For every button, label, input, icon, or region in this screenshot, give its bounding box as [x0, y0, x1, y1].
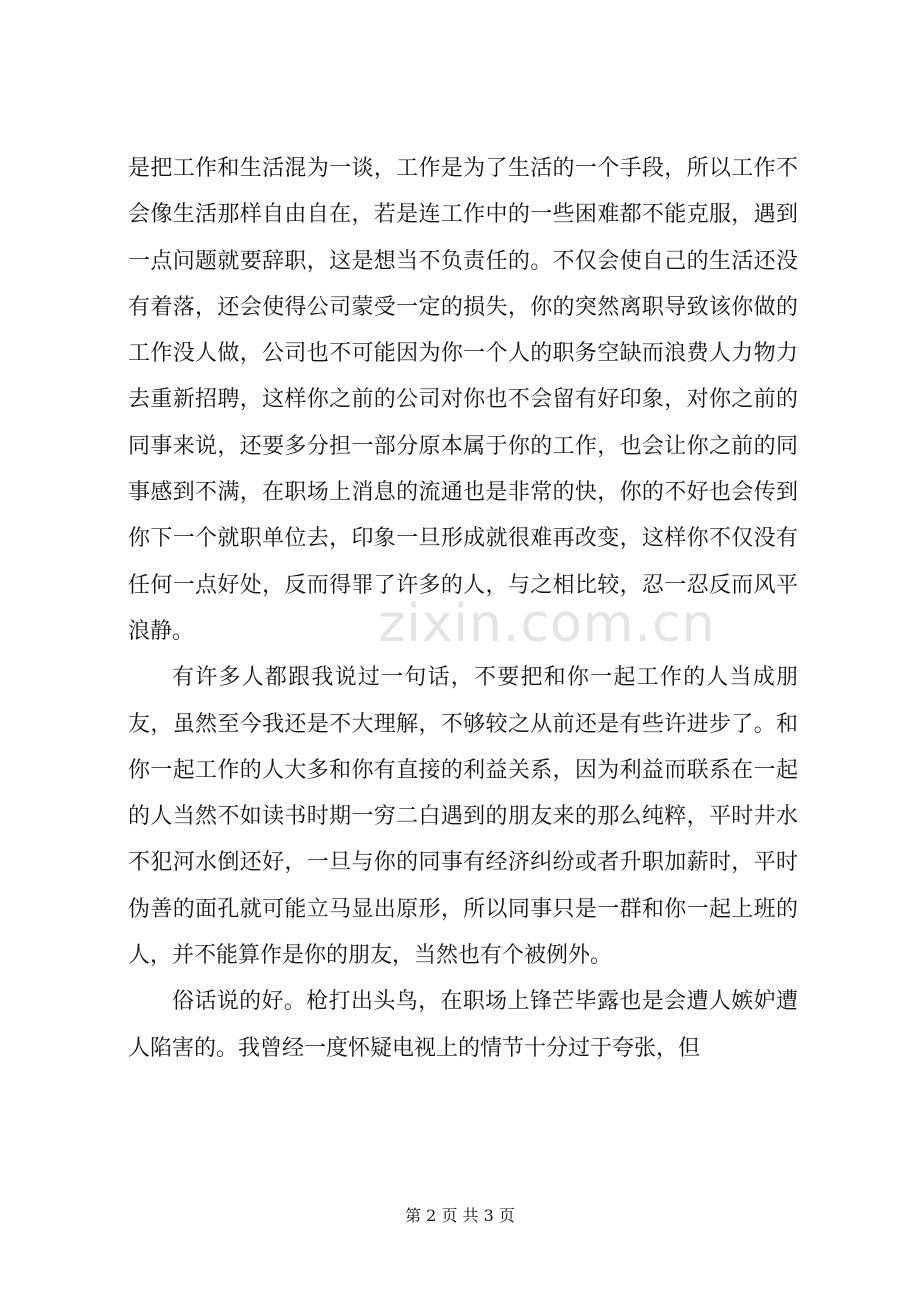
page-number-footer: 第 2 页 共 3 页: [405, 1206, 515, 1225]
document-body: [128, 146, 798, 1072]
paragraph: 俗话说的好。枪打出头鸟，在职场上锋芒毕露也是会遭人嫉妒遭人陷害的。我曾经一度怀疑电视上的情节十分过于夸张，但: [128, 989, 798, 1061]
paragraph-continued: 是把工作和生活混为一谈，工作是为了生活的一个手段，所以工作不会像生活那样自由自在，若是连工作中的一些困难都不能克服，遇到一点问题就要辞职，这是想当不负责任的。不仅会使自己的生活还没有着落，还会使得公司蒙受一定的损失，你的突然离职导致该你做的工作没人做，公司也不可能因为你一个人的职务空缺而浪费人力物力去重新招聘，这样你之前的公司对你也不会留有好印象，对你之前的同事来说，还要多分担一部分原本属于你的工作，也会让你之前的同事感到不满，在职场上消息的流通也是非常的快，你的不好也会传到你下一个就职单位去，印象一旦形成就很难再改变，这样你不仅没有任何一点好处，反而得罪了许多的人，与之相比较，忍一忍反而风平浪静。: [128, 156, 798, 644]
watermark: zixin.com.cn: [378, 594, 716, 654]
paragraph: 有许多人都跟我说过一句话，不要把和你一起工作的人当成朋友，虽然至今我还是不大理解，不够较之从前还是有些许进步了。和你一起工作的人大多和你有直接的利益关系，因为利益而联系在一起的人当然不如读书时期一穷二白遇到的朋友来的那么纯粹，平时井水不犯河水倒还好，一旦与你的同事有经济纠纷或者升职加薪时，平时伪善的面孔就可能立马显出原形，所以同事只是一群和你一起上班的人，并不能算作是你的朋友，当然也有个被例外。: [128, 665, 798, 969]
